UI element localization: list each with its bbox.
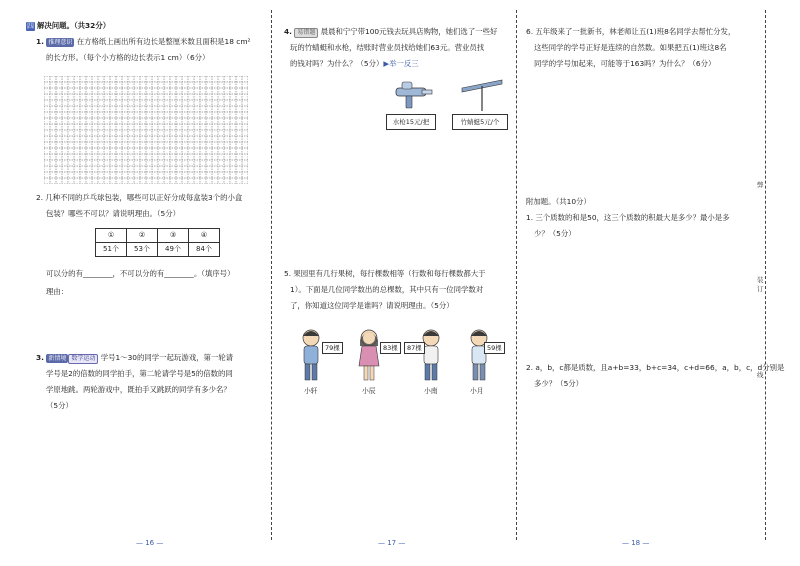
box-header-4: ④ (189, 229, 220, 243)
box-header-1: ① (96, 229, 127, 243)
q2-answer-line[interactable]: 可以分的有________，不可以分的有________。（填序号） (46, 269, 235, 278)
kid-name-4: 小月 (470, 387, 484, 395)
box-value-3: 49个 (158, 243, 189, 257)
column-divider-right (516, 10, 517, 540)
box-value-4: 84个 (189, 243, 220, 257)
kid-name-2: 小辰 (362, 387, 376, 395)
water-gun-icon (392, 80, 436, 110)
section-title: 四 解决问题。（共32分） (27, 21, 111, 30)
q4-line1: 4. 易错题 晨晨和宁宁带100元钱去玩具店购物，她们选了一些好 (284, 27, 498, 36)
water-gun-price: 水枪15元/把 (386, 114, 436, 130)
grid-paper (44, 76, 248, 184)
bonus-q2-line2: 多少？（5分） (534, 379, 584, 388)
q4-line3: 的钱对吗？为什么？（5分）▶举一反三 (290, 59, 419, 68)
q2-reason-label: 理由： (46, 287, 69, 296)
q4-extra-link[interactable]: ▶举一反三 (383, 59, 419, 68)
box-header-3: ③ (158, 229, 189, 243)
bonus-q1-line2: 少？（5分） (534, 229, 576, 238)
box-header-2: ② (127, 229, 158, 243)
kid-name-3: 小南 (424, 387, 438, 395)
bonus-title: 附加题。（共10分） (526, 197, 591, 206)
q2-line1: 2. 几种不同的乒乓球包装，哪些可以正好分成每盒装3个的小盒 (36, 193, 243, 202)
side-mark-2: 装 (757, 276, 764, 284)
ball-box-table (95, 228, 220, 257)
kid-count-1: 79棵 (322, 342, 343, 354)
q3-line4: （5分） (46, 401, 73, 410)
q4-line2: 玩的竹蜻蜓和水枪，结账时营业员找给她们63元。营业员找 (290, 43, 485, 52)
box-value-2: 53个 (127, 243, 158, 257)
kid-figure-2 (354, 328, 384, 384)
q1-tag: 推理意识 (48, 39, 73, 46)
kid-count-3: 87棵 (404, 342, 425, 354)
bonus-q1-line1: 1. 三个质数的和是50，这三个质数的积最大是多少？最小是多 (526, 213, 730, 222)
q3-tag-sport: 数学运动 (68, 354, 98, 364)
kid-name-1: 小轩 (304, 387, 318, 395)
q2-line2: 包装？哪些不可以？请说明理由。（5分） (46, 209, 181, 218)
q6-line3: 同学的学号加起来，可能等于163吗？为什么？（6分） (534, 59, 716, 68)
q5-line1: 5. 果园里有几行果树，每行棵数相等（行数和每行棵数都大于 (284, 269, 486, 278)
section-icon: 四 (27, 22, 34, 30)
q3-line2: 学号是2的倍数的同学拍手，第二轮请学号是5的倍数的同 (46, 369, 233, 378)
side-mark-3: 订 (757, 285, 764, 293)
kid-count-4: 59棵 (484, 342, 505, 354)
side-mark-4: 线 (757, 371, 764, 379)
kid-figure-3 (416, 328, 446, 384)
q3-line3: 学原地跳。两轮游戏中，既拍手又跳跃的同学有多少名？ (46, 385, 231, 394)
binding-line (765, 10, 766, 540)
q4-tag: 易错题 (294, 28, 318, 38)
q5-line3: 了，你知道这位同学是谁吗？请说明理由。（5分） (290, 301, 454, 310)
q1-line1: 1. 推理意识 在方格纸上画出所有边长是整厘米数且面积是18 cm² (36, 37, 251, 46)
q3-line1: 3. 新情境 数学运动 学号1～30的同学一起玩游戏，第一轮请 (36, 353, 234, 362)
page-number-16: — 16 — (136, 539, 164, 547)
column-divider-left (271, 10, 272, 540)
kid-count-2: 83棵 (380, 342, 401, 354)
q5-line2: 1）。下面是几位同学数出的总棵数，其中只有一位同学数对 (290, 285, 484, 294)
bonus-q2-line1: 2. a，b，c都是质数，且a+b=33，b+c=34，c+d=66，a，b，c，d分别是 (526, 363, 785, 372)
bamboo-dragonfly-icon (460, 78, 504, 112)
page-number-18: — 18 — (622, 539, 650, 547)
q3-tag-new: 新情境 (48, 355, 67, 362)
kid-figure-1 (296, 328, 326, 384)
kid-figure-4 (464, 328, 494, 384)
q1-line2: 的长方形。（每个小方格的边长表示1 cm）（6分） (46, 53, 210, 62)
q6-line1: 6. 五年级来了一批新书，林老师让五(1)班8名同学去帮忙分发， (526, 27, 736, 36)
page-number-17: — 17 — (378, 539, 406, 547)
q6-line2: 这些同学的学号正好是连续的自然数。如果把五(1)班这8名 (534, 43, 727, 52)
box-value-1: 51个 (96, 243, 127, 257)
side-mark-1: 弊 (757, 181, 764, 189)
bamboo-dragonfly-price: 竹蜻蜓5元/个 (452, 114, 508, 130)
